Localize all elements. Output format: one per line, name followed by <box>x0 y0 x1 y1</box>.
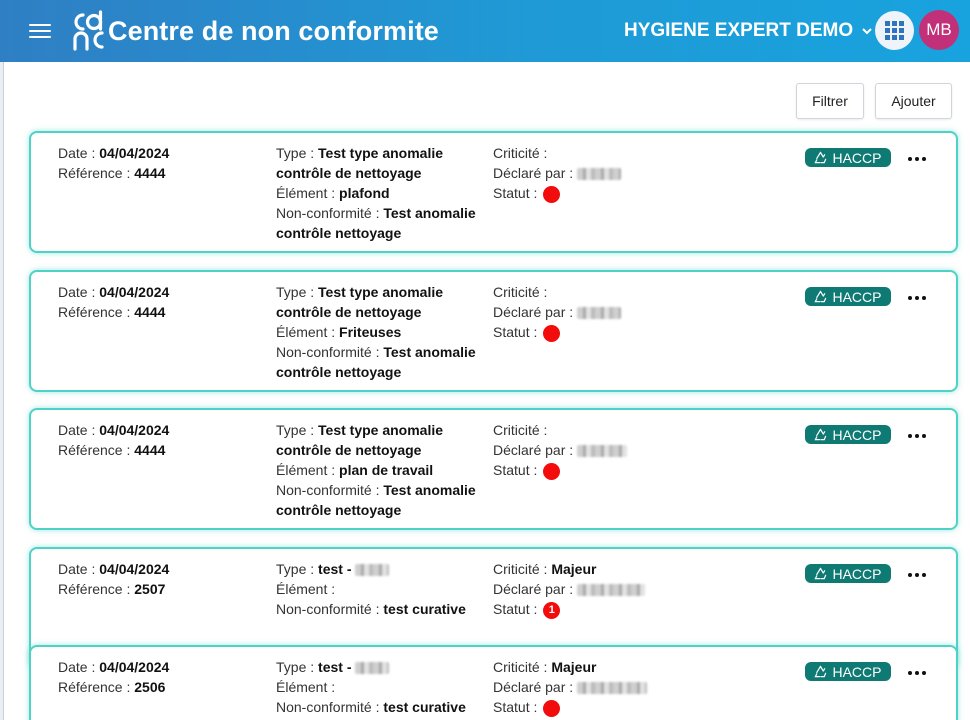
nonconformity-value: test curative <box>383 601 466 617</box>
nonconformity-row: Non-conformité : test curative <box>276 601 466 617</box>
menu-icon[interactable] <box>29 24 51 38</box>
element-value: plan de travail <box>339 462 434 478</box>
reference-row: Référence : 4444 <box>58 165 166 181</box>
nonconformity-row: Non-conformité : Test anomalie contrôle nettoyage <box>276 482 476 518</box>
organization-name: HYGIENE EXPERT DEMO <box>624 20 854 41</box>
recycle-icon <box>814 290 827 303</box>
type-row: Type : test - <box>276 657 494 677</box>
app-bar <box>0 0 970 62</box>
blurred-type <box>355 662 389 674</box>
date-row: Date : 04/04/2024 <box>58 284 170 300</box>
nonconformity-card[interactable] <box>29 645 958 720</box>
badge-label: HACCP <box>832 565 882 582</box>
nonconformity-value: Test anomalie contrôle nettoyage <box>276 344 476 380</box>
status-row: Statut : <box>493 183 673 203</box>
nonconformity-card[interactable] <box>29 270 958 392</box>
nonconformity-card[interactable] <box>29 408 958 530</box>
status-row: Statut : <box>493 697 673 717</box>
date-row: Date : 04/04/2024 <box>58 561 170 577</box>
criticity-value: Majeur <box>551 659 597 675</box>
status-indicator <box>543 700 560 717</box>
card-identity <box>58 282 268 322</box>
element-row: Élément : <box>276 679 336 695</box>
more-horizontal-icon[interactable] <box>908 569 926 581</box>
type-value: test - <box>318 561 356 577</box>
card-status <box>493 657 673 717</box>
card-identity <box>58 143 268 183</box>
haccp-badge <box>805 564 891 583</box>
recycle-icon <box>814 428 827 441</box>
criticity-value: Majeur <box>551 561 597 577</box>
criticity-row: Criticité : <box>493 284 548 300</box>
element-row: Élément : plan de travail <box>276 462 434 478</box>
declared-by-row: Déclaré par : <box>493 302 673 322</box>
badge-label: HACCP <box>832 149 882 166</box>
blurred-declarant <box>577 168 621 180</box>
reference-value: 4444 <box>134 442 166 458</box>
card-identity <box>58 559 268 599</box>
card-details <box>276 420 494 520</box>
blurred-type <box>355 564 389 576</box>
recycle-icon <box>814 567 827 580</box>
date-row: Date : 04/04/2024 <box>58 422 170 438</box>
chevron-down-icon <box>861 25 873 37</box>
date-value: 04/04/2024 <box>99 422 170 438</box>
card-details <box>276 143 494 243</box>
blurred-declarant <box>577 682 647 694</box>
reference-row: Référence : 4444 <box>58 442 166 458</box>
date-value: 04/04/2024 <box>99 284 170 300</box>
more-horizontal-icon[interactable] <box>908 430 926 442</box>
blurred-declarant <box>577 307 621 319</box>
avatar[interactable]: MB <box>919 10 959 50</box>
filter-button[interactable]: Filtrer <box>796 83 864 119</box>
reference-value: 2506 <box>134 679 166 695</box>
status-row: Statut : <box>493 322 673 342</box>
left-panel-edge <box>0 62 4 720</box>
apps-button[interactable] <box>875 11 914 50</box>
reference-value: 4444 <box>134 165 166 181</box>
declared-by-row: Déclaré par : <box>493 440 673 460</box>
type-value: test - <box>318 659 356 675</box>
apps-grid-icon <box>885 21 904 40</box>
element-value: Friteuses <box>339 324 402 340</box>
card-details <box>276 657 494 717</box>
more-horizontal-icon[interactable] <box>908 292 926 304</box>
nonconformity-card[interactable] <box>29 131 958 253</box>
badge-label: HACCP <box>832 663 882 680</box>
haccp-badge <box>805 662 891 681</box>
declared-by-row: Déclaré par : <box>493 677 673 697</box>
element-row: Élément : Friteuses <box>276 324 402 340</box>
criticity-row: Criticité : <box>493 145 548 161</box>
card-status <box>493 143 673 203</box>
type-value: Test type anomalie contrôle de nettoyage <box>276 145 444 181</box>
card-status <box>493 282 673 342</box>
badge-label: HACCP <box>832 288 882 305</box>
criticity-row: Criticité : Majeur <box>493 659 597 675</box>
add-button[interactable]: Ajouter <box>875 83 952 119</box>
date-row: Date : 04/04/2024 <box>58 659 170 675</box>
criticity-row: Criticité : Majeur <box>493 561 597 577</box>
reference-value: 4444 <box>134 304 166 320</box>
more-horizontal-icon[interactable] <box>908 667 926 679</box>
type-value: Test type anomalie contrôle de nettoyage <box>276 284 444 320</box>
card-details <box>276 282 494 382</box>
declared-by-row: Déclaré par : <box>493 579 673 599</box>
card-status <box>493 559 673 619</box>
cdnc-logo <box>70 9 106 53</box>
type-row: Type : test - <box>276 559 494 579</box>
badge-label: HACCP <box>832 426 882 443</box>
reference-row: Référence : 2507 <box>58 581 166 597</box>
element-value: plafond <box>339 185 390 201</box>
date-row: Date : 04/04/2024 <box>58 145 170 161</box>
declared-by-row: Déclaré par : <box>493 163 673 183</box>
card-details <box>276 559 494 619</box>
nonconformity-value: test curative <box>383 699 466 715</box>
status-indicator <box>543 325 560 342</box>
card-identity <box>58 657 268 697</box>
element-row: Élément : plafond <box>276 185 390 201</box>
reference-value: 2507 <box>134 581 166 597</box>
app-title: Centre de non conformite <box>108 15 439 46</box>
nonconformity-value: Test anomalie contrôle nettoyage <box>276 482 476 518</box>
more-horizontal-icon[interactable] <box>908 153 926 165</box>
status-indicator <box>543 186 560 203</box>
nonconformity-row: Non-conformité : Test anomalie contrôle nettoyage <box>276 344 476 380</box>
card-status <box>493 420 673 480</box>
type-row: Type : Test type anomalie contrôle de nettoyage <box>276 422 444 458</box>
organization-select[interactable] <box>624 20 873 42</box>
nonconformity-value: Test anomalie contrôle nettoyage <box>276 205 476 241</box>
blurred-declarant <box>577 584 645 596</box>
haccp-badge <box>805 425 891 444</box>
type-row: Type : Test type anomalie contrôle de nettoyage <box>276 145 444 181</box>
status-row: Statut : 1 <box>493 599 673 619</box>
status-indicator: 1 <box>543 602 560 619</box>
recycle-icon <box>814 151 827 164</box>
criticity-row: Criticité : <box>493 422 548 438</box>
haccp-badge <box>805 287 891 306</box>
card-identity <box>58 420 268 460</box>
date-value: 04/04/2024 <box>99 145 170 161</box>
recycle-icon <box>814 665 827 678</box>
date-value: 04/04/2024 <box>99 561 170 577</box>
blurred-declarant <box>577 445 627 457</box>
element-row: Élément : <box>276 581 336 597</box>
type-value: Test type anomalie contrôle de nettoyage <box>276 422 444 458</box>
date-value: 04/04/2024 <box>99 659 170 675</box>
type-row: Type : Test type anomalie contrôle de nettoyage <box>276 284 444 320</box>
status-row: Statut : <box>493 460 673 480</box>
reference-row: Référence : 2506 <box>58 679 166 695</box>
nonconformity-row: Non-conformité : test curative <box>276 699 466 715</box>
reference-row: Référence : 4444 <box>58 304 166 320</box>
haccp-badge <box>805 148 891 167</box>
nonconformity-row: Non-conformité : Test anomalie contrôle nettoyage <box>276 205 476 241</box>
status-indicator <box>543 463 560 480</box>
